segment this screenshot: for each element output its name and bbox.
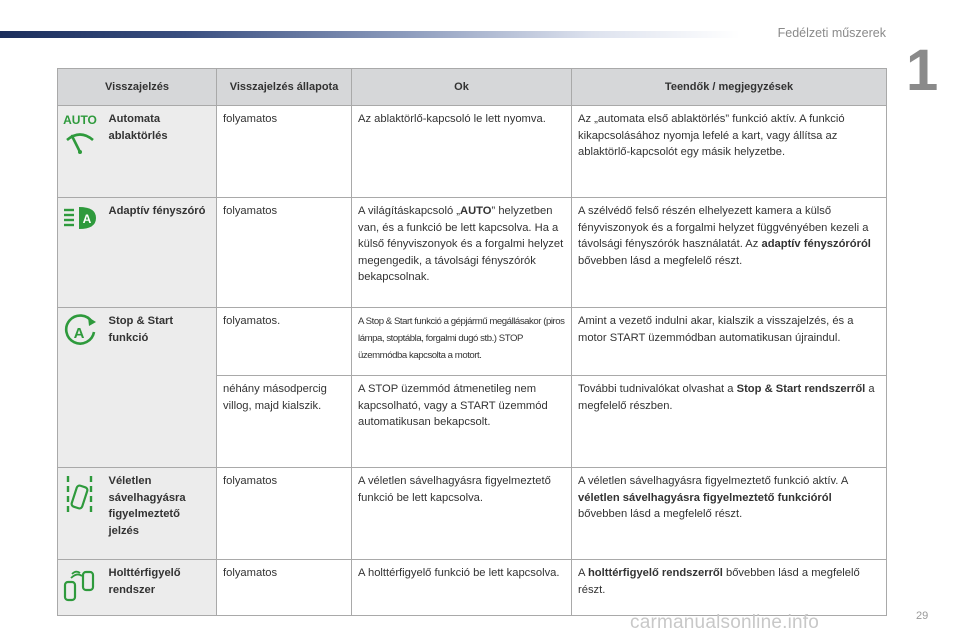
header-gradient-bar (0, 31, 740, 38)
indicator-icon-cell (58, 560, 103, 616)
indicator-name: Stop & Start funkció (103, 308, 217, 468)
indicator-action: A holttérfigyelő rendszerről bővebben lásd a megfelelő részt. (572, 560, 887, 616)
indicator-action: Az „automata első ablaktörlés” funkció aktív. A funkció kikapcsolásához nyomja lefelé a kart, vagy állítsa az ablaktörlő-kapcsolót egy másik helyzetbe. (572, 106, 887, 198)
section-title: Fedélzeti műszerek (777, 26, 886, 40)
column-header-action: Teendők / megjegyzések (572, 69, 887, 106)
indicator-cause: A véletlen sávelhagyásra figyelmeztető funkció be lett kapcsolva. (352, 468, 572, 560)
table-header-row (58, 69, 887, 106)
stop-start-icon (60, 314, 100, 356)
indicator-icon-cell (58, 198, 103, 308)
indicator-name: Holttérfigyelő rendszer (103, 560, 217, 616)
indicator-icon-cell (58, 308, 103, 468)
indicator-cause: A világításkapcsoló „AUTO” helyzetben van, és a funkció be lett kapcsolva. Ha a külső fényviszonyok és a forgalmi helyzet megengedik, a távolsági fényszórók bekapcsolnak. (352, 198, 572, 308)
indicator-action: További tudnivalókat olvashat a Stop & Start rendszerről a megfelelő részben. (572, 376, 887, 468)
adaptive-headlamp-icon (60, 204, 100, 240)
svg-text:A: A (82, 212, 92, 226)
indicator-icon-cell (58, 468, 103, 560)
watermark-text: carmanualsonline.info (630, 612, 820, 633)
lane-departure-icon (60, 474, 100, 526)
table-row (58, 308, 887, 376)
indicator-state: folyamatos (217, 106, 352, 198)
page-number: 29 (916, 610, 929, 622)
indicator-action: Amint a vezető indulni akar, kialszik a visszajelzés, és a motor START üzemmódban automatikusan újraindul. (572, 308, 887, 376)
indicator-name: Adaptív fényszóró (103, 198, 217, 308)
blind-spot-icon (60, 566, 100, 608)
indicator-cause: A holttérfigyelő funkció be lett kapcsolva. (352, 560, 572, 616)
indicator-state: néhány másodpercig villog, majd kialszik. (217, 376, 352, 468)
indicator-action: A véletlen sávelhagyásra figyelmeztető funkció aktív. A véletlen sávelhagyásra figyelmeztető funkcióról bővebben lásd a megfelelő részt. (572, 468, 887, 560)
indicator-icon-cell (58, 106, 103, 198)
column-header-state: Visszajelzés állapota (217, 69, 352, 106)
svg-text:A: A (73, 325, 85, 342)
indicator-state: folyamatos. (217, 308, 352, 376)
chapter-number: 1 (906, 38, 939, 103)
table-row (58, 468, 887, 560)
table-row (58, 106, 887, 198)
column-header-cause: Ok (352, 69, 572, 106)
auto-wiper-icon (60, 112, 100, 162)
indicator-cause: Az ablaktörlő-kapcsoló le lett nyomva. (352, 106, 572, 198)
indicator-name: Véletlen sávelhagyásra figyelmeztető jelzés (103, 468, 217, 560)
indicator-action: A szélvédő felső részén elhelyezett kamera a külső fényviszonyok és a forgalmi helyzet függvényében kezeli a távolsági fényszórók használatát. Az adaptív fényszóróról bővebben lásd a megfelelő részt. (572, 198, 887, 308)
indicator-cause: A Stop & Start funkció a gépjármű megállásakor (piros lámpa, stoptábla, forgalmi dugó stb.) STOP üzemmódba kapcsolta a motort. (352, 308, 572, 376)
indicator-state: folyamatos (217, 560, 352, 616)
column-header-indicator: Visszajelzés (58, 69, 217, 106)
table-row (58, 560, 887, 616)
indicator-name: Automata ablaktörlés (103, 106, 217, 198)
indicator-state: folyamatos (217, 468, 352, 560)
indicator-state: folyamatos (217, 198, 352, 308)
indicator-table (57, 68, 887, 616)
svg-text:AUTO: AUTO (63, 113, 98, 127)
indicator-cause: A STOP üzemmód átmenetileg nem kapcsolható, vagy a START üzemmód automatikusan bekapcsolt. (352, 376, 572, 468)
table-row (58, 198, 887, 308)
